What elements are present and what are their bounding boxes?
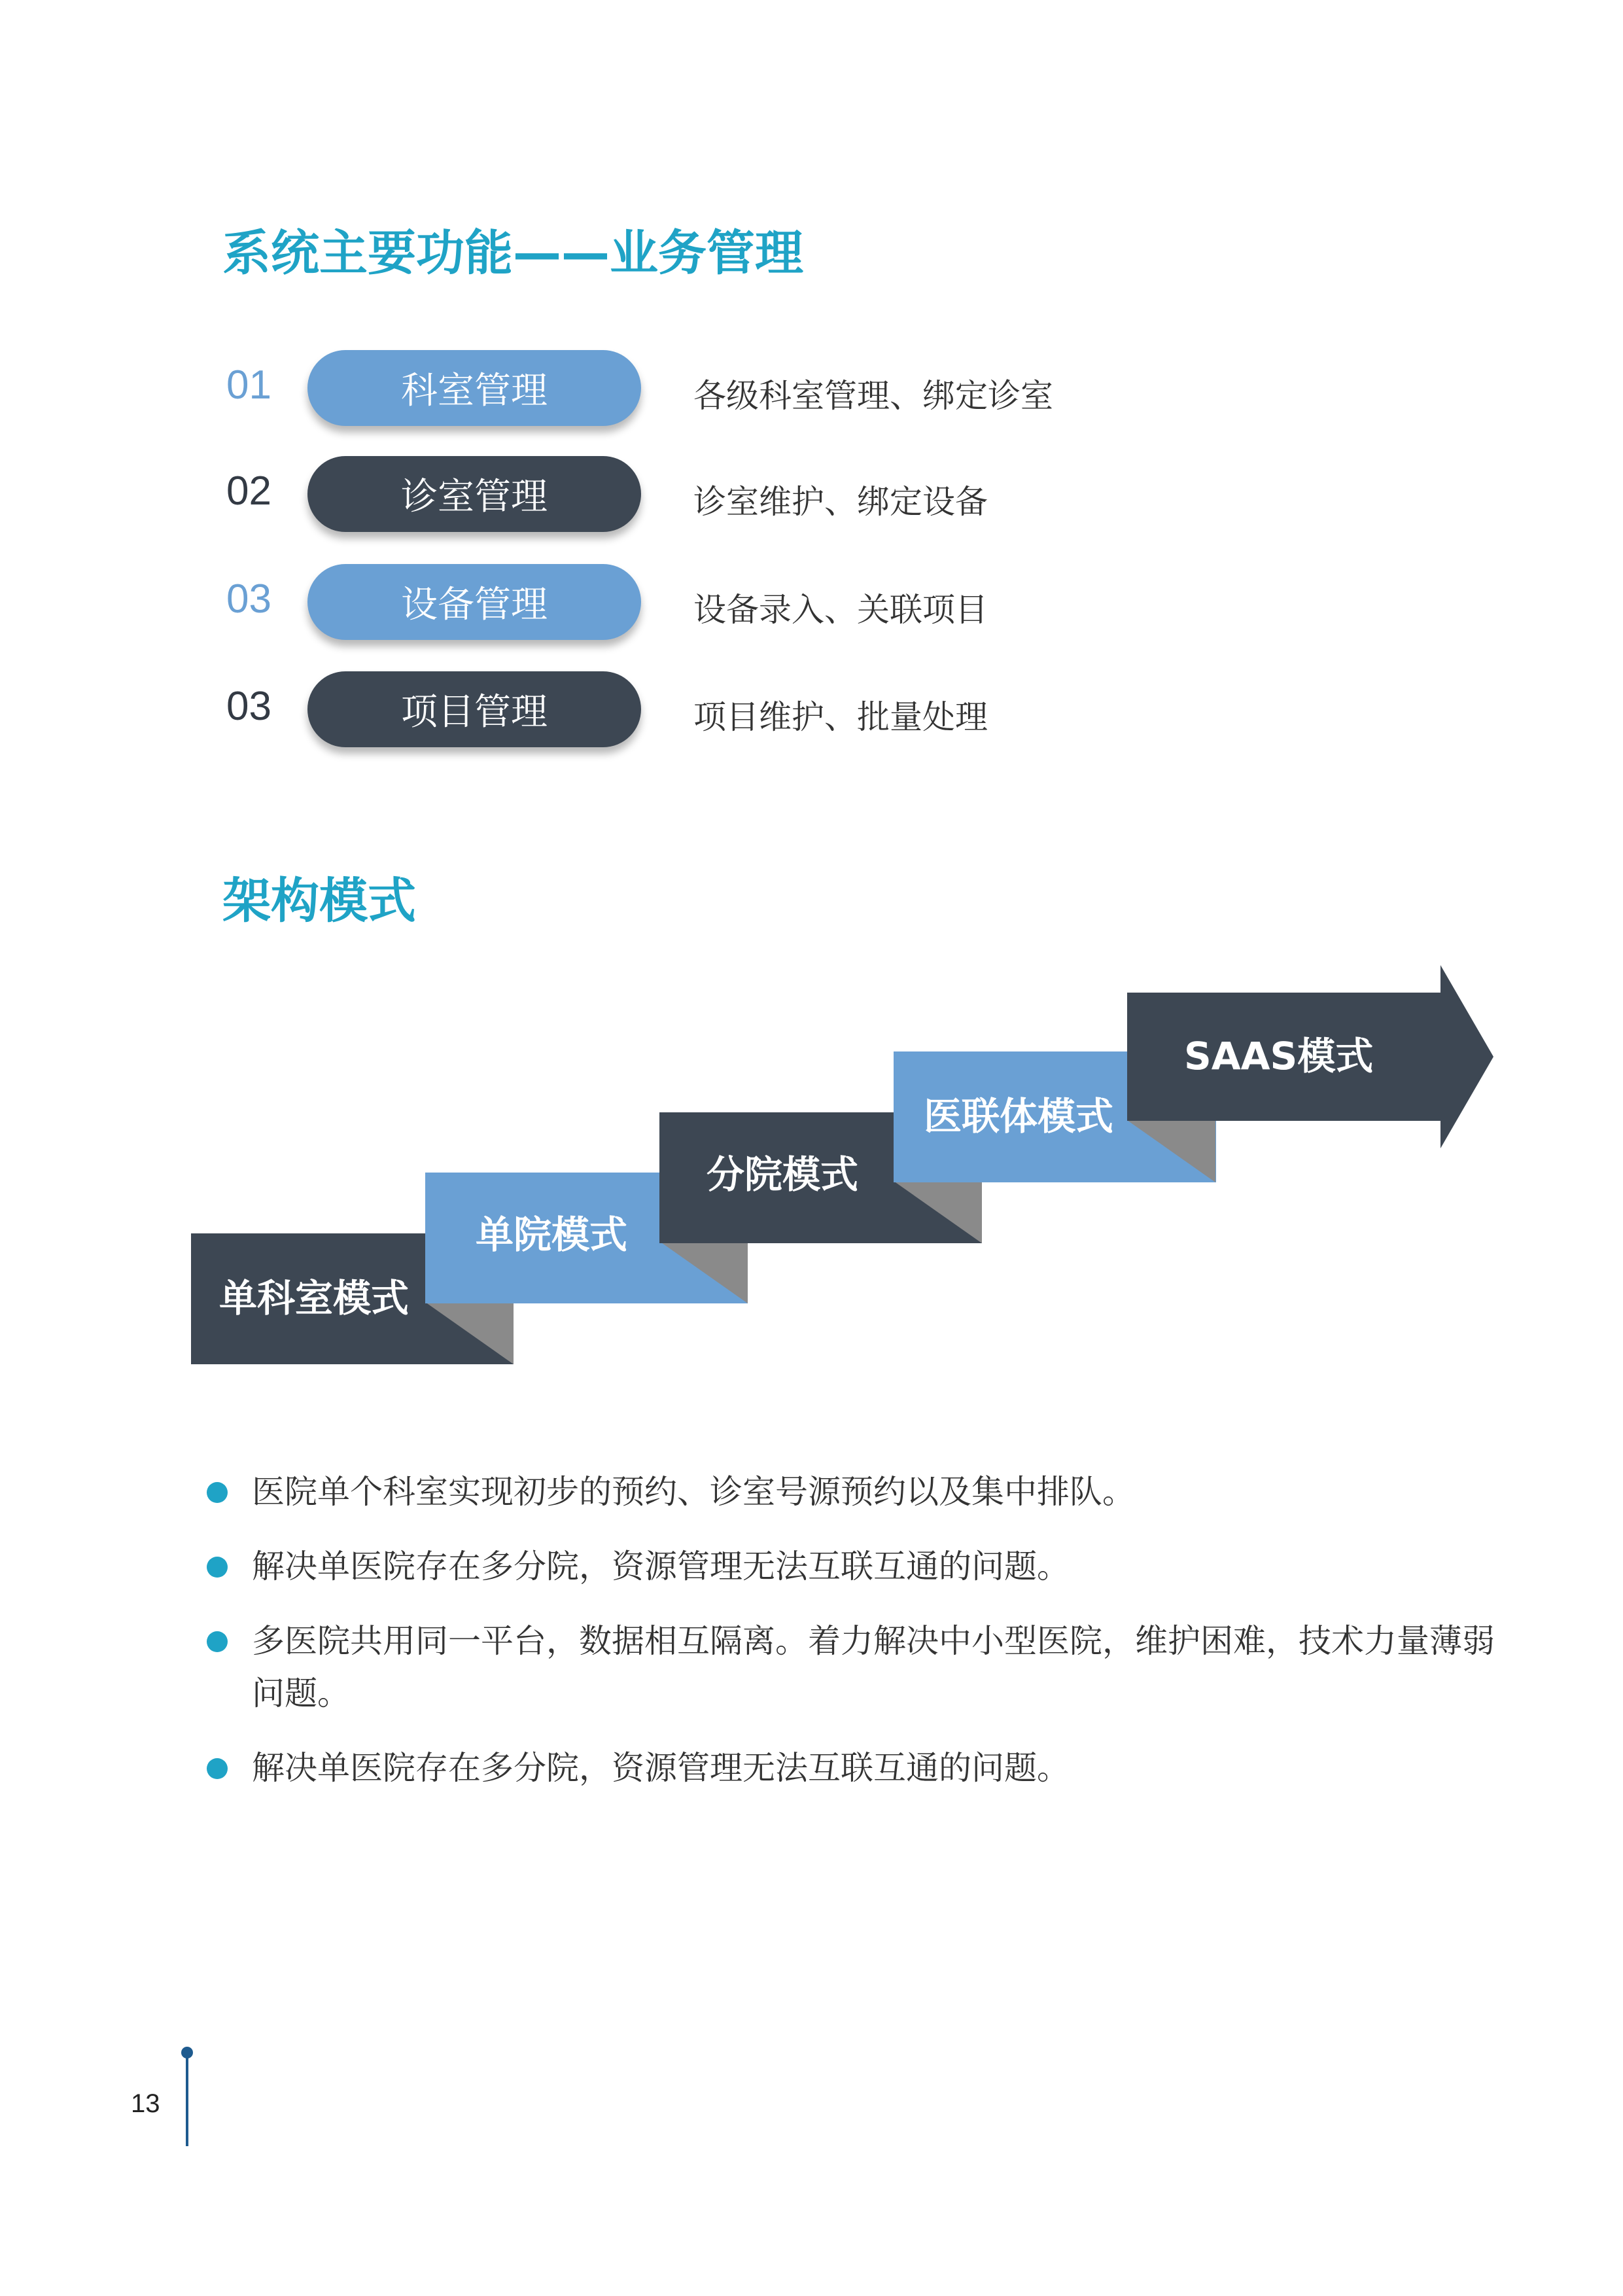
bullet-text: 解决单医院存在多分院，资源管理无法互联互通的问题。 — [252, 1547, 1070, 1585]
bullet-list — [203, 1466, 1511, 1816]
function-description: 各级科室管理、绑定诊室 — [693, 377, 1053, 415]
bullet-text: 多医院共用同一平台，数据相互隔离。着力解决中小型医院，维护困难，技术力量薄弱问题。 — [252, 1622, 1495, 1712]
function-description: 项目维护、批量处理 — [693, 698, 988, 736]
function-pill: 项目管理 — [307, 671, 641, 747]
bullet-dot-icon — [207, 1758, 228, 1779]
step-label: SAAS模式 — [1184, 1034, 1374, 1078]
bullet-dot-icon — [207, 1557, 228, 1578]
step-label: 单科室模式 — [219, 1276, 410, 1320]
section-title-business: 系统主要功能——业务管理 — [222, 225, 803, 281]
function-number: 03 — [226, 576, 271, 622]
page-marker-line — [186, 2055, 188, 2146]
bullet-item — [203, 1540, 1511, 1593]
function-number: 02 — [226, 468, 271, 514]
function-pill: 诊室管理 — [307, 456, 641, 532]
function-description: 诊室维护、绑定设备 — [693, 483, 988, 521]
bullet-dot-icon — [207, 1482, 228, 1503]
function-number: 01 — [226, 362, 271, 408]
function-pill: 科室管理 — [307, 350, 641, 426]
function-pill: 设备管理 — [307, 564, 641, 640]
bullet-item — [203, 1742, 1511, 1794]
bullet-text: 医院单个科室实现初步的预约、诊室号源预约以及集中排队。 — [252, 1473, 1135, 1511]
step-label: 分院模式 — [707, 1152, 859, 1197]
bullet-item — [203, 1466, 1511, 1518]
step-label: 单院模式 — [476, 1212, 628, 1257]
bullet-dot-icon — [207, 1631, 228, 1652]
section-title-architecture: 架构模式 — [222, 873, 416, 929]
step-label: 医联体模式 — [924, 1094, 1114, 1139]
function-description: 设备录入、关联项目 — [693, 591, 988, 629]
function-number: 03 — [226, 684, 271, 729]
page-number: 13 — [131, 2089, 160, 2118]
bullet-text: 解决单医院存在多分院，资源管理无法互联互通的问题。 — [252, 1749, 1070, 1787]
bullet-item — [203, 1615, 1511, 1720]
